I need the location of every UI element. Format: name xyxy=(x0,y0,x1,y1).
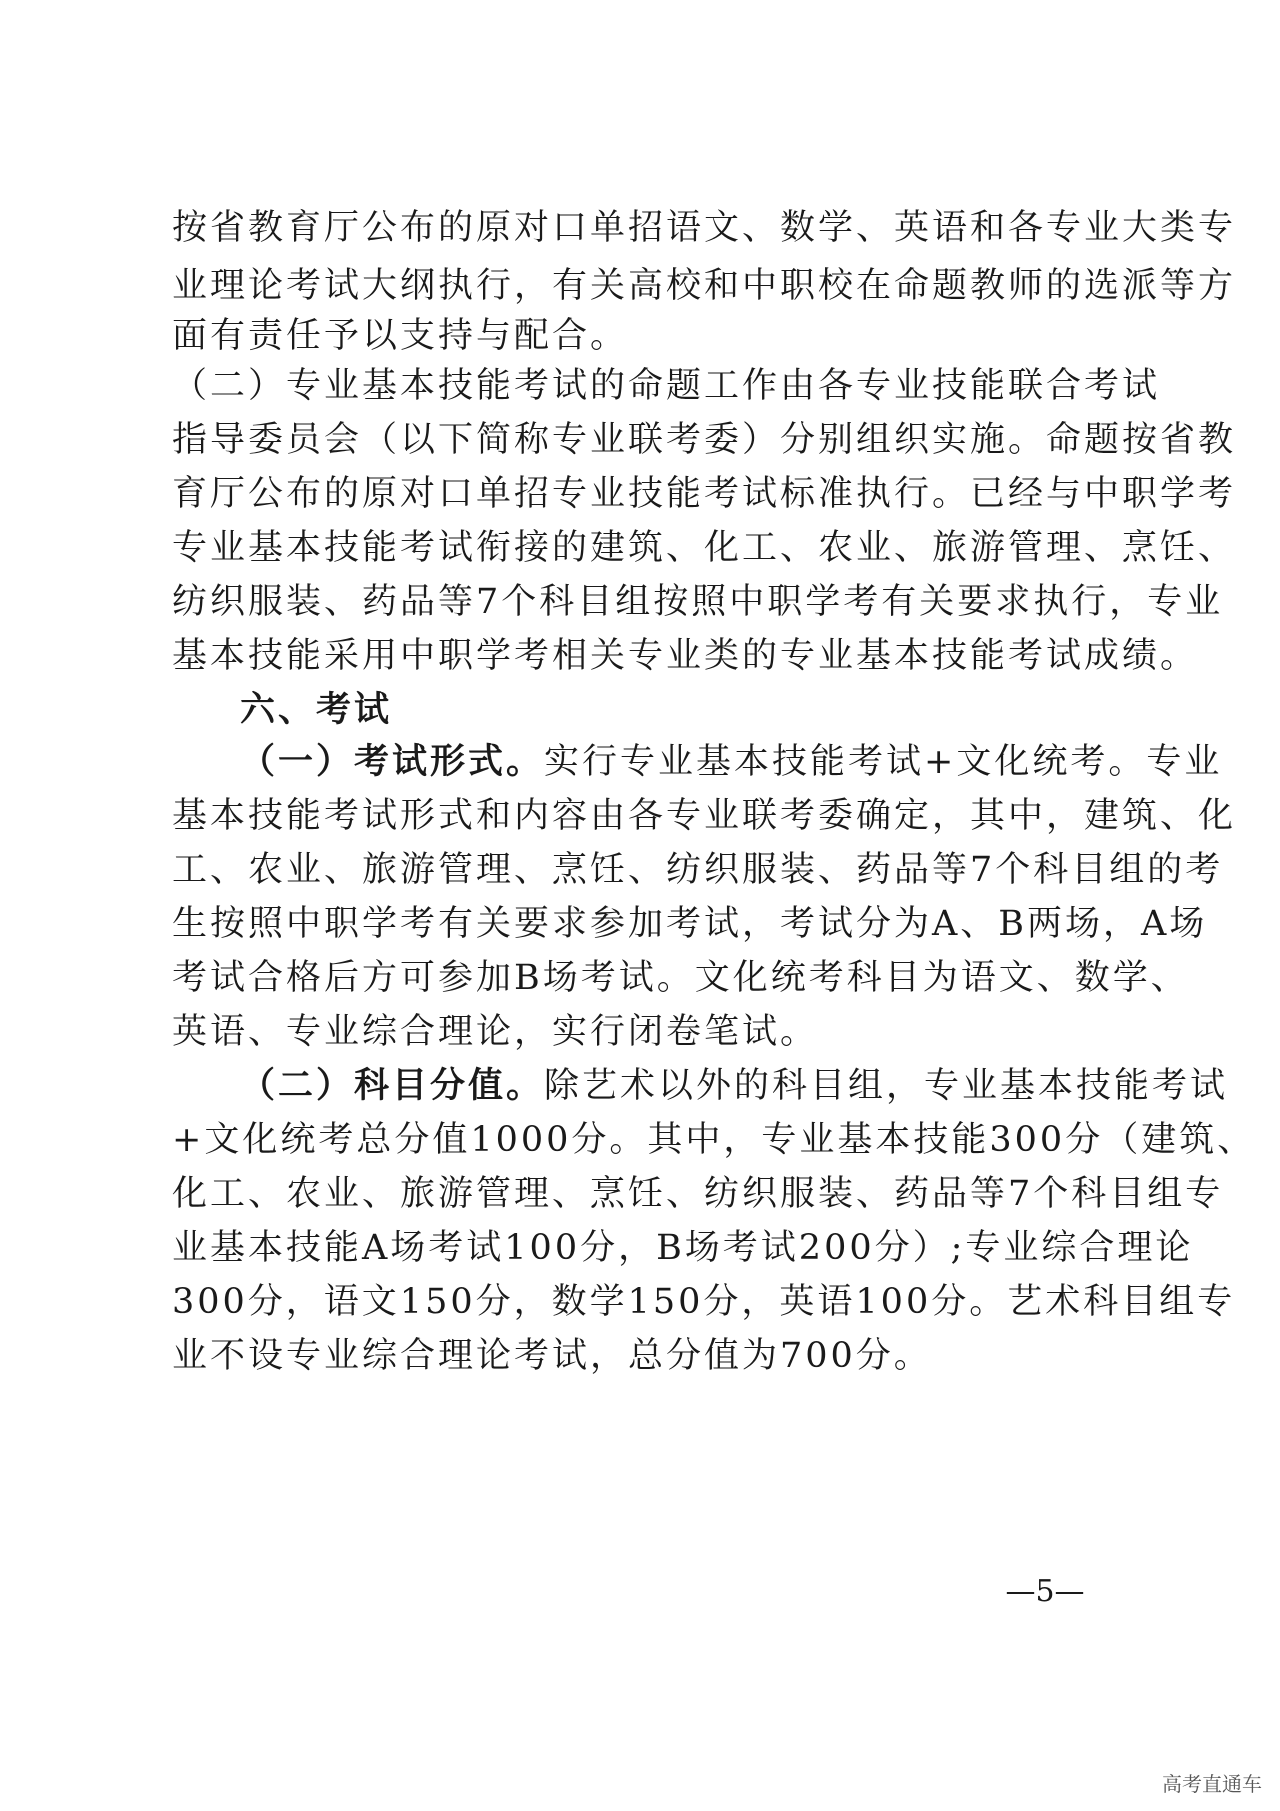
page-number: —5— xyxy=(1005,1574,1085,1609)
paragraph-line: 工、农业、旅游管理、烹饪、纺织服装、药品等7个科目组的考 xyxy=(172,850,1224,890)
paragraph-line: （二）专业基本技能考试的命题工作由各专业技能联合考试 xyxy=(172,366,1161,406)
paragraph-first-line xyxy=(172,1056,1229,1116)
section-heading: 六、考试 xyxy=(240,689,393,730)
paragraph-line: 生按照中职学考有关要求参加考试，考试分为A、B两场，A场 xyxy=(172,904,1208,944)
paragraph-lead: （一）考试形式。 xyxy=(240,741,545,782)
paragraph-line: 300分，语文150分，数学150分，英语100分。艺术科目组专 xyxy=(172,1282,1236,1322)
paragraph-line: 基本技能采用中职学考相关专业类的专业基本技能考试成绩。 xyxy=(172,636,1199,676)
paragraph-text: 除艺术以外的科目组，专业基本技能考试 xyxy=(544,1066,1229,1106)
paragraph-text: 实行专业基本技能考试+文化统考。专业 xyxy=(544,742,1223,782)
paragraph-line: 指导委员会（以下简称专业联考委）分别组织实施。命题按省教 xyxy=(172,420,1237,460)
paragraph-line: 按省教育厅公布的原对口单招语文、数学、英语和各专业大类专 xyxy=(172,208,1237,248)
paragraph-line: 业理论考试大纲执行，有关高校和中职校在命题教师的选派等方 xyxy=(172,266,1237,306)
paragraph-line: 英语、专业综合理论，实行闭卷笔试。 xyxy=(172,1012,819,1052)
paragraph-line: 业基本技能A场考试100分，B场考试200分）;专业综合理论 xyxy=(172,1228,1194,1268)
paragraph-first-line xyxy=(172,732,1223,792)
paragraph-line: 专业基本技能考试衔接的建筑、化工、农业、旅游管理、烹饪、 xyxy=(172,528,1237,568)
paragraph-lead: （二）科目分值。 xyxy=(240,1065,545,1106)
paragraph-line: +文化统考总分值1000分。其中，专业基本技能300分（建筑、 xyxy=(172,1120,1256,1160)
paragraph-line: 业不设专业综合理论考试，总分值为700分。 xyxy=(172,1336,932,1376)
paragraph-line: 面有责任予以支持与配合。 xyxy=(172,316,629,356)
paragraph-line: 育厅公布的原对口单招专业技能考试标准执行。已经与中职学考 xyxy=(172,474,1237,514)
watermark-label: 高考直通车 xyxy=(1162,1772,1262,1796)
paragraph-line: 纺织服装、药品等7个科目组按照中职学考有关要求执行，专业 xyxy=(172,582,1224,622)
paragraph-line: 基本技能考试形式和内容由各专业联考委确定，其中，建筑、化 xyxy=(172,796,1237,836)
paragraph-line: 考试合格后方可参加B场考试。文化统考科目为语文、数学、 xyxy=(172,958,1189,998)
paragraph-line: 化工、农业、旅游管理、烹饪、纺织服装、药品等7个科目组专 xyxy=(172,1174,1224,1214)
